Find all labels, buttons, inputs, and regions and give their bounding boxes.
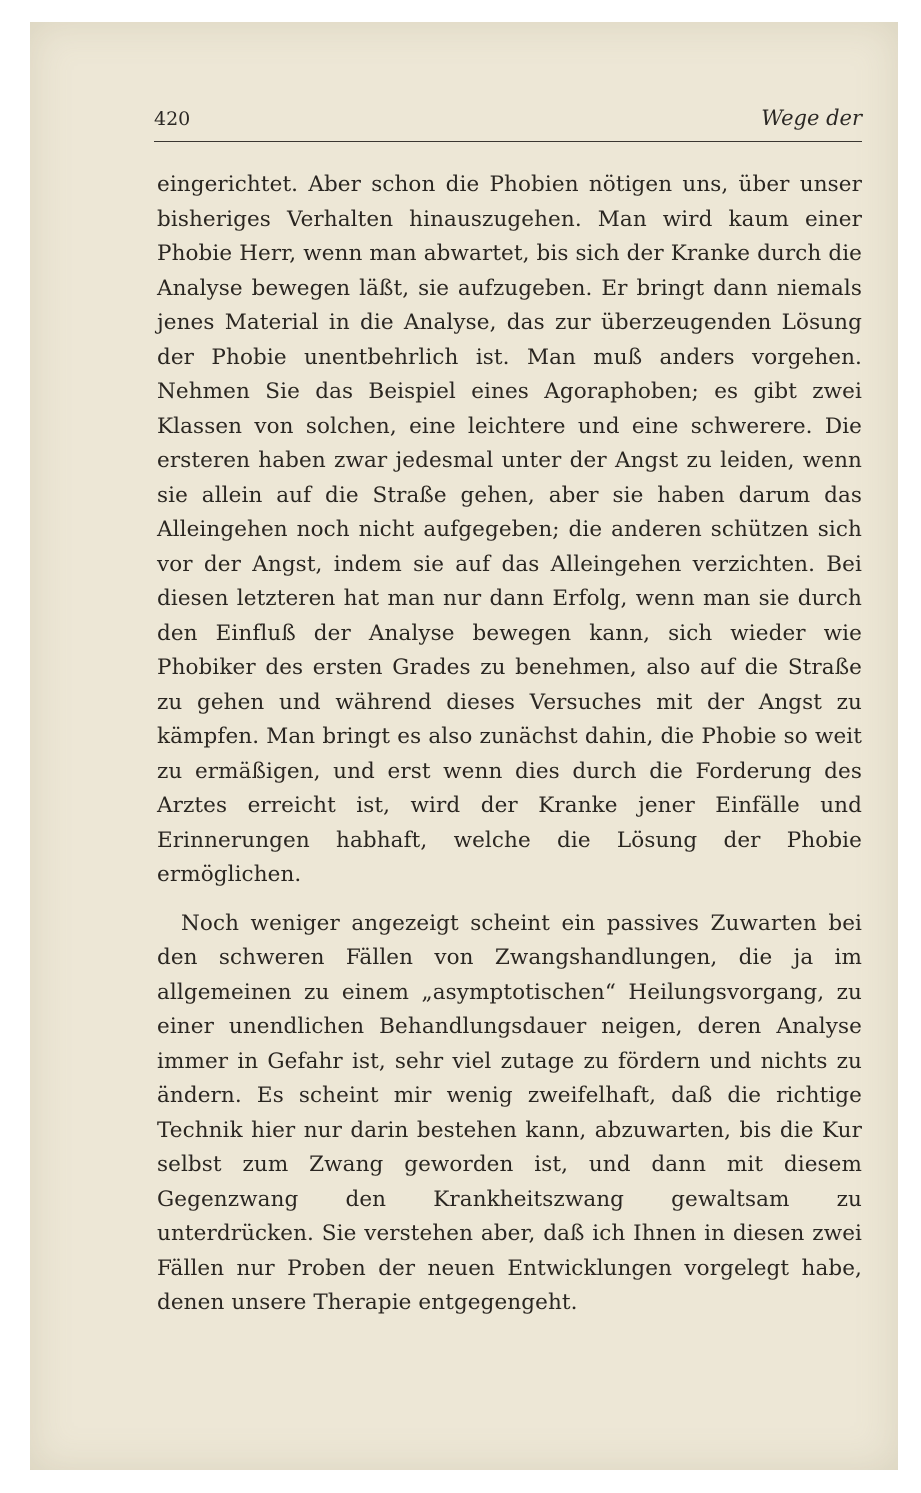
header-rule xyxy=(154,141,862,142)
page-header xyxy=(154,102,862,142)
body-text xyxy=(157,168,862,1321)
paragraph-1: eingerichtet. Aber schon die Phobien nötigen uns, über unser bisheriges Verhalten hinauszugehen. Man wird kaum einer Phobie Herr, wenn man abwartet, bis sich der Kranke durch die Analyse bewegen läßt, sie aufzugeben. Er bringt dann niemals jenes Material in die Analyse, das zur überzeugenden Lösung der Phobie unentbehrlich ist. Man muß anders vorgehen. Nehmen Sie das Beispiel eines Agoraphoben; es gibt zwei Klassen von solchen, eine leichtere und eine schwerere. Die ersteren haben zwar jedesmal unter der Angst zu leiden, wenn sie allein auf die Straße gehen, aber sie haben darum das Alleingehen noch nicht aufgegeben; die anderen schützen sich vor der Angst, indem sie auf das Alleingehen verzichten. Bei diesen letzteren hat man nur dann Erfolg, wenn man sie durch den Einfluß der Analyse bewegen kann, sich wieder wie Phobiker des ersten Grades zu benehmen, also auf die Straße zu gehen und während dieses Versuches mit der Angst zu kämpfen. Man bringt es also zunächst dahin, die Phobie so weit zu ermäßigen, und erst wenn dies durch die Forderung des Arztes erreicht ist, wird der Kranke jener Einfälle und Erinnerungen habhaft, welche die Lösung der Phobie ermöglichen. xyxy=(157,172,862,887)
running-head: Wege der xyxy=(761,106,862,130)
page-number: 420 xyxy=(154,108,191,130)
paragraph-2: Noch weniger angezeigt scheint ein passives Zuwarten bei den schweren Fällen von Zwangshandlungen, die ja im allgemeinen zu einem „asymptotischen“ Heilungsvorgang, zu einer unendlichen Behandlungsdauer neigen, deren Analyse immer in Gefahr ist, sehr viel zutage zu fördern und nichts zu ändern. Es scheint mir wenig zweifelhaft, daß die richtige Technik hier nur darin bestehen kann, abzuwarten, bis die Kur selbst zum Zwang geworden ist, und dann mit diesem Gegenzwang den Krankheitszwang gewaltsam zu unterdrücken. Sie verstehen aber, daß ich Ihnen in diesen zwei Fällen nur Proben der neuen Entwicklungen vorgelegt habe, denen unsere Therapie entgegengeht. xyxy=(157,910,862,1315)
